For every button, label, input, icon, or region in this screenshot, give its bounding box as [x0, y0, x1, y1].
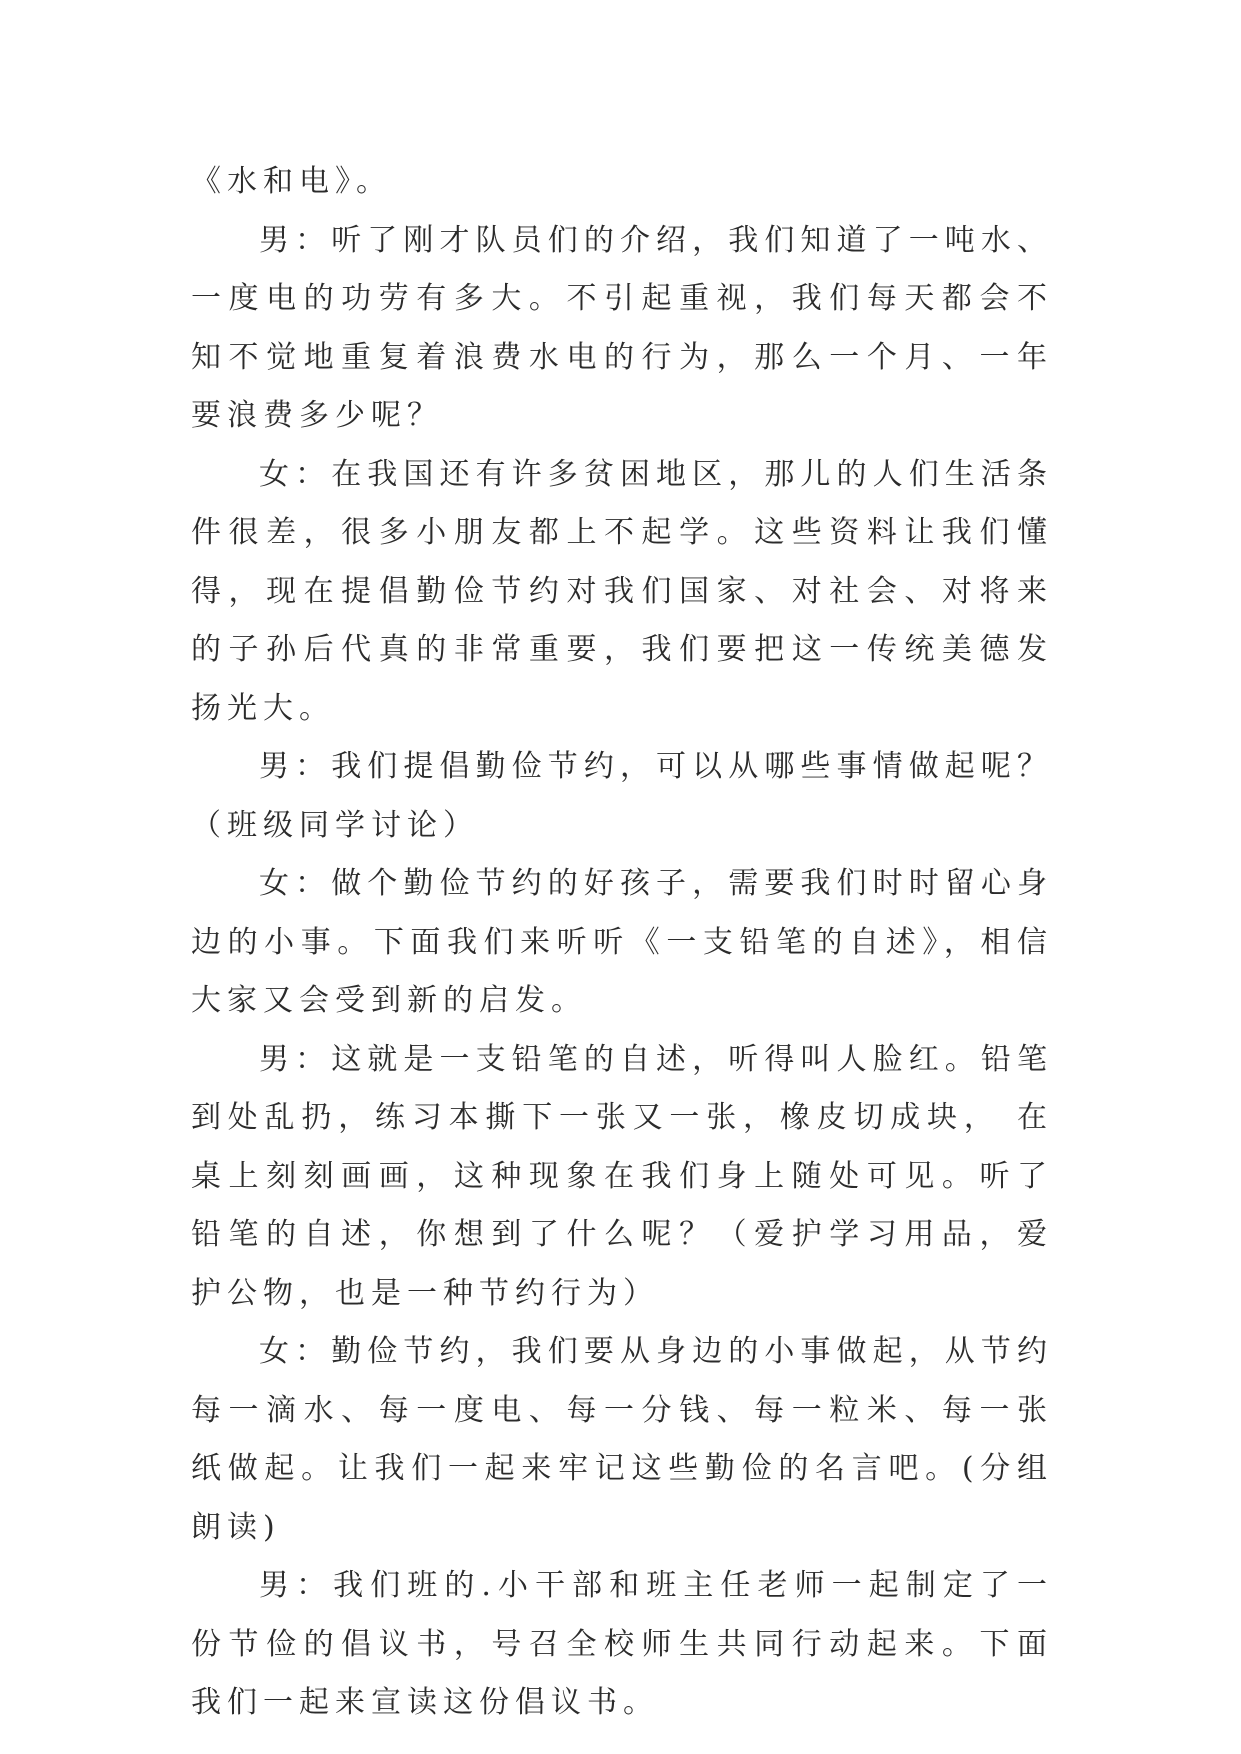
- paragraph-female-2: 女：做个勤俭节约的好孩子，需要我们时时留心身边的小事。下面我们来听听《一支铅笔的自述》，相信大家又会受到新的启发。: [191, 866, 1053, 1018]
- document-body: [191, 153, 1053, 1733]
- paragraph-male-3: 男：这就是一支铅笔的自述，听得叫人脸红。铅笔到处乱扔，练习本撕下一张又一张，橡皮切成块， 在桌上刻刻画画，这种现象在我们身上随处可见。听了铅笔的自述，你想到了什么呢？（爱护学习用品，爱护公物，也是一种节约行为）: [191, 1041, 1053, 1311]
- paragraph-continuation: 《水和电》。: [191, 164, 392, 199]
- paragraph-male-4: 男：我们班的.小干部和班主任老师一起制定了一份节俭的倡议书，号召全校师生共同行动起来。下面我们一起来宣读这份倡议书。: [191, 1568, 1053, 1720]
- paragraph-female-1: 女：在我国还有许多贫困地区，那儿的人们生活条件很差，很多小朋友都上不起学。这些资料让我们懂得，现在提倡勤俭节约对我们国家、对社会、对将来的子孙后代真的非常重要，我们要把这一传统美德发扬光大。: [191, 456, 1053, 726]
- paragraph-male-1: 男：听了刚才队员们的介绍，我们知道了一吨水、一度电的功劳有多大。不引起重视，我们每天都会不知不觉地重复着浪费水电的行为，那么一个月、一年要浪费多少呢？: [191, 222, 1053, 433]
- paragraph-female-3: 女：勤俭节约，我们要从身边的小事做起，从节约每一滴水、每一度电、每一分钱、每一粒米、每一张纸做起。让我们一起来牢记这些勤俭的名言吧。(分组朗读): [191, 1334, 1053, 1545]
- paragraph-male-2: 男：我们提倡勤俭节约，可以从哪些事情做起呢？（班级同学讨论）: [191, 749, 1053, 843]
